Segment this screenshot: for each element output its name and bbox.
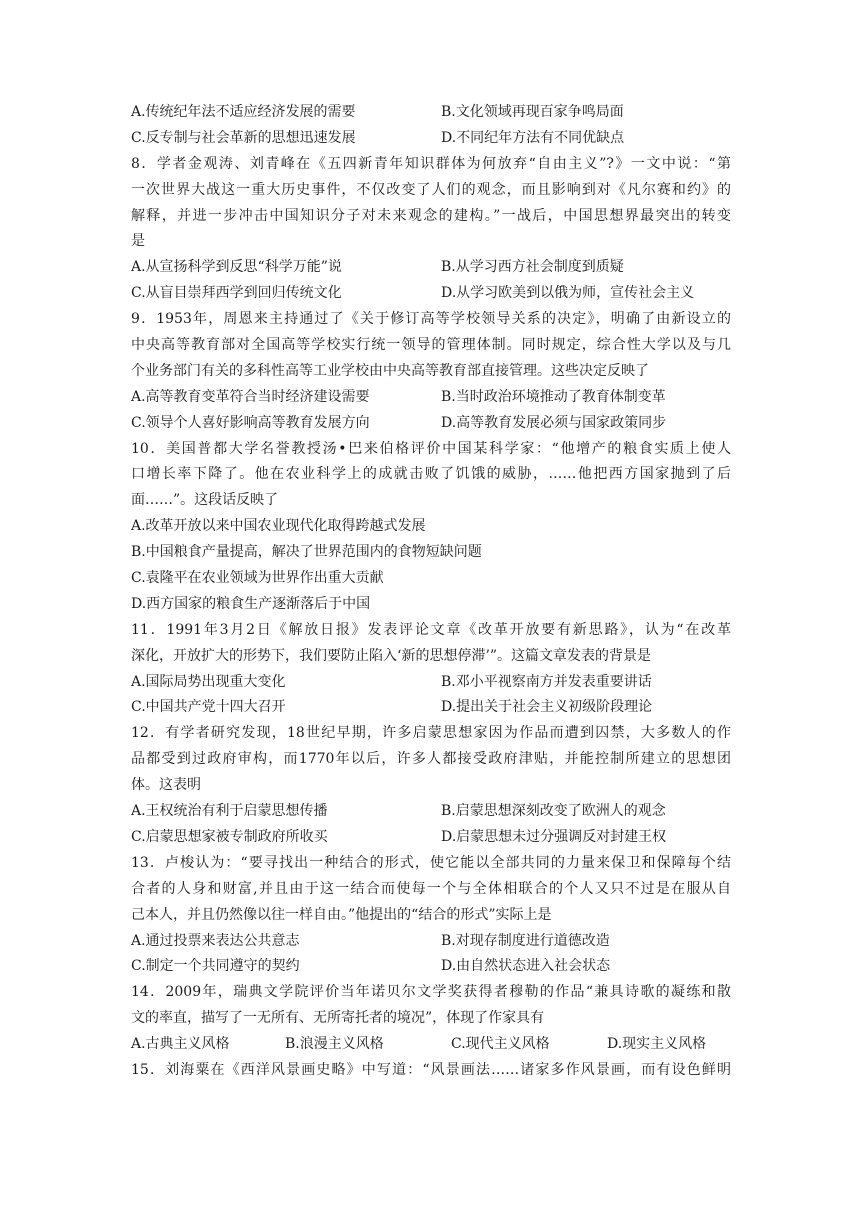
q8-stem-line-2: 一次世界大战这一重大历史事件，不仅改变了人们的观念，而且影响到对《凡尔赛和约》的 bbox=[131, 181, 731, 198]
q8-options-row-2 bbox=[131, 281, 731, 307]
q12-stem-line-3: 体。这表明 bbox=[131, 777, 201, 794]
q10-stem-line-3: 面……”。这段话反映了 bbox=[131, 492, 279, 509]
q12-option-a: A.王权统治有利于启蒙思想传播 bbox=[131, 803, 328, 820]
q11-option-a: A.国际局势出现重大变化 bbox=[131, 673, 286, 690]
q10-stem-line-1: 10．美国普都大学名誉教授汤•巴来伯格评价中国某科学家：“他增产的粮食实质上使人 bbox=[131, 440, 731, 457]
q13-option-a: A.通过投票来表达公共意志 bbox=[131, 932, 300, 949]
q8-stem-line-1: 8．学者金观涛、刘青峰在《五四新青年知识群体为何放弃“自由主义”?》一文中说：“第 bbox=[131, 155, 731, 172]
q7-options-row-1 bbox=[131, 100, 731, 126]
q9-option-d: D.高等教育发展必须与国家政策同步 bbox=[441, 414, 667, 431]
q14-options-row bbox=[131, 1032, 731, 1058]
q9-option-b: B.当时政治环境推动了教育体制变革 bbox=[441, 388, 666, 405]
q14-option-d: D.现实主义风格 bbox=[607, 1036, 707, 1053]
q8-stem-line-3: 解释，并进一步冲击中国知识分子对未来观念的建构。”一战后，中国思想界最突出的转变 bbox=[131, 207, 731, 224]
q13-option-c: C.制定一个共同遵守的契约 bbox=[131, 958, 300, 975]
q7-option-d: D.不同纪年方法有不同优缺点 bbox=[441, 129, 625, 146]
q9-options-row-1 bbox=[131, 385, 731, 411]
q8-stem-line-4: 是 bbox=[131, 233, 145, 250]
q9-options-row-2 bbox=[131, 411, 731, 437]
q7-option-b: B.文化领域再现百家争鸣局面 bbox=[441, 104, 624, 120]
q11-stem-line-2: 深化，开放扩大的形势下，我们要防止陷入‘新的思想停滞’”。这篇文章发表的背景是 bbox=[131, 647, 652, 664]
q14-option-a: A.古典主义风格 bbox=[131, 1036, 230, 1053]
q12-options-row-2 bbox=[131, 825, 731, 851]
q8-option-d: D.从学习欧美到以俄为师，宣传社会主义 bbox=[441, 285, 695, 302]
q11-stem-line-1: 11．1991年3月2日《解放日报》发表评论文章《改革开放要有新思路》，认为“在改革 bbox=[131, 621, 731, 638]
q14-option-b: B.浪漫主义风格 bbox=[285, 1036, 384, 1053]
q10-option-b: B.中国粮食产量提高，解决了世界范围内的食物短缺问题 bbox=[131, 544, 482, 561]
q13-options-row-2 bbox=[131, 954, 731, 980]
q10-stem-line-2: 口增长率下降了。他在农业科学上的成就击败了饥饿的威胁，……他把西方国家抛到了后 bbox=[131, 466, 731, 483]
q7-option-c: C.反专制与社会革新的思想迅速发展 bbox=[131, 129, 356, 146]
q9-option-c: C.领导个人喜好影响高等教育发展方向 bbox=[131, 414, 370, 431]
q12-stem-line-2: 品都受到过政府审构，而1770年以后，许多人都接受政府津贴，并能控制所建立的思想团 bbox=[131, 751, 731, 768]
q9-stem-line-2: 中央高等教育部对全国高等学校实行统一领导的管理体制。同时规定，综合性大学以及与几 bbox=[131, 337, 731, 354]
q12-option-c: C.启蒙思想家被专制政府所收买 bbox=[131, 828, 328, 845]
q8-options-row-1 bbox=[131, 255, 731, 281]
q7-option-a: A.传统纪年法不适应经济发展的需要 bbox=[131, 104, 356, 120]
q14-stem-line-2: 文的率直，描写了一无所有、无所寄托者的境况”，体现了作家具有 bbox=[131, 1010, 545, 1027]
q9-stem-line-1: 9．1953年，周恩来主持通过了《关于修订高等学校领导关系的决定》，明确了由新设立的 bbox=[131, 311, 731, 328]
q11-option-c: C.中国共产党十四大召开 bbox=[131, 699, 286, 716]
q13-stem-line-2: 合者的人身和财富,并且由于这一结合而使每一个与全体相联合的个人又只不过是在服从自 bbox=[131, 880, 731, 897]
q13-options-row-1 bbox=[131, 929, 731, 955]
q9-stem-line-3: 个业务部门有关的多科性高等工业学校由中央高等教育部直接管理。这些决定反映了 bbox=[131, 362, 649, 379]
q13-option-b: B.对现存制度进行道德改造 bbox=[441, 932, 610, 949]
q11-option-b: B.邓小平视察南方并发表重要讲话 bbox=[441, 673, 652, 690]
q13-stem-line-3: 己本人，并且仍然像以往一样自由。”他提出的“结合的形式”实际上是 bbox=[131, 906, 552, 923]
q13-stem-line-1: 13．卢梭认为：“要寻找出一种结合的形式，使它能以全部共同的力量来保卫和保障每个结 bbox=[131, 854, 731, 871]
q12-stem-line-1: 12．有学者研究发现，18世纪早期，许多启蒙思想家因为作品而遭到囚禁，大多数人的作 bbox=[131, 725, 731, 742]
q13-option-d: D.由自然状态进入社会状态 bbox=[441, 958, 611, 975]
q12-option-b: B.启蒙思想深刻改变了欧洲人的观念 bbox=[441, 803, 666, 820]
q12-option-d: D.启蒙思想未过分强调反对封建王权 bbox=[441, 828, 667, 845]
q10-option-d: D.西方国家的粮食生产逐渐落后于中国 bbox=[131, 595, 371, 612]
q15-stem-line-1: 15．刘海粟在《西洋风景画史略》中写道：“风景画法……诸家多作风景画，而有设色鲜明 bbox=[131, 1061, 731, 1078]
q8-option-c: C.从盲目崇拜西学到回归传统文化 bbox=[131, 285, 342, 302]
q11-options-row-2 bbox=[131, 695, 731, 721]
q7-options-row-2 bbox=[131, 126, 731, 152]
q14-option-c: C.现代主义风格 bbox=[451, 1036, 550, 1053]
q10-option-a: A.改革开放以来中国农业现代化取得跨越式发展 bbox=[131, 518, 426, 535]
q11-option-d: D.提出关于社会主义初级阶段理论 bbox=[441, 699, 653, 716]
q14-stem-line-1: 14．2009年，瑞典文学院评价当年诺贝尔文学奖获得者穆勒的作品“兼具诗歌的凝练和散 bbox=[131, 984, 731, 1001]
q12-options-row-1 bbox=[131, 799, 731, 825]
q8-option-a: A.从宣扬科学到反思“科学万能”说 bbox=[131, 259, 342, 276]
q11-options-row-1 bbox=[131, 670, 731, 696]
q10-option-c: C.袁隆平在农业领域为世界作出重大贡献 bbox=[131, 570, 384, 587]
q8-option-b: B.从学习西方社会制度到质疑 bbox=[441, 259, 624, 276]
exam-page bbox=[131, 100, 731, 1084]
q9-option-a: A.高等教育变革符合当时经济建设需要 bbox=[131, 388, 370, 405]
